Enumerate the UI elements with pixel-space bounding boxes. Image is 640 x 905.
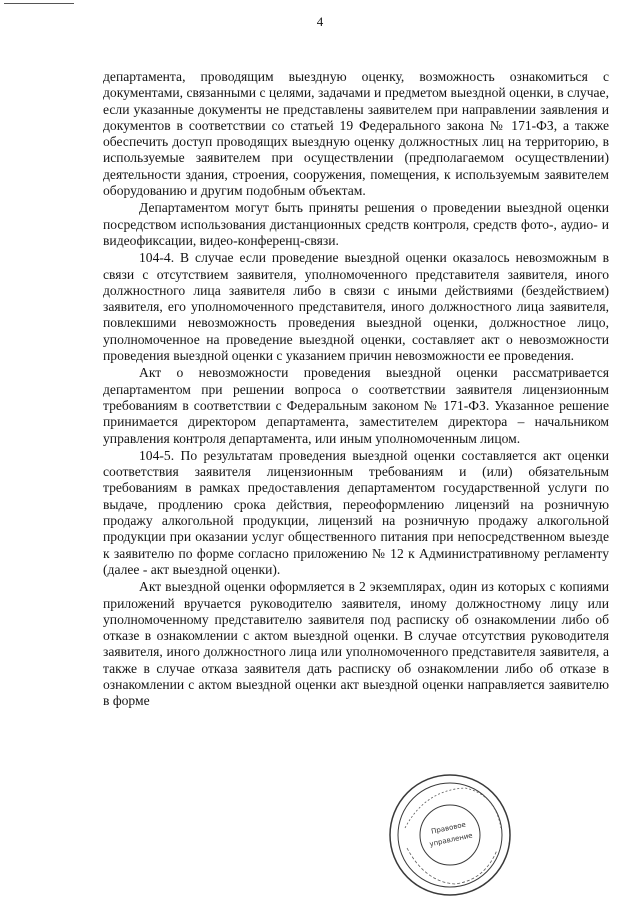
page-number: 4 [316, 14, 324, 29]
paragraph-104-5: 104-5. По результатам проведения выездной оценки составляется акт оценки соответствия заявителя лицензионным требованиям и (или) обязательным требованиям в рамках предоставления департаментом государственной услуги по выдаче, продлению срока действия, переоформлению лицензий на розничную продажу алкогольной продукции, лицензий на розничную продажу алкогольной продукции при оказании услуг общественного питания при непосредственном выезде к заявителю по форме согласно приложению № 12 к Административному регламенту (далее - акт выездной оценки). [103, 447, 609, 577]
paragraph-continuation: департамента, проводящим выездную оценку, возможность ознакомиться с документами, связанными с целями, задачами и предметом выездной оценки, в случае, если указанные документы не представлены заявителем при направлении заявления и документов в соответствии со статьей 19 Федерального закона № 171-ФЗ, а также обеспечить доступ проводящих выездную оценку должностных лиц на территорию, в используемые заявителем при осуществлении (предполагаемом осуществлении) деятельности здания, строения, сооружения, помещения, к используемым заявителем оборудованию и другим подобным объектам. [103, 69, 609, 199]
paragraph-act-impossibility: Акт о невозможности проведения выездной оценки рассматривается департаментом при решении вопроса о соответствии заявителя лицензионным требованиям в соответствии с Федеральным законом № 171-ФЗ. Указанное решение принимается директором департамента, заместителем директора – начальником управления контроля департамента, или иным уполномоченным лицом. [103, 365, 609, 446]
paragraph-act-copies: Акт выездной оценки оформляется в 2 экземплярах, один из которых с копиями приложений вручается руководителю заявителя, иному должностному лицу или уполномоченному представителю заявителя под расписку об ознакомлении либо об отказе в ознакомлении с актом выездной оценки. В случае отсутствия руководителя заявителя, иного должностного лица или уполномоченного представителя заявителя, а также в случае отказа заявителя дать расписку об ознакомлении либо об отказе в ознакомлении с актом выездной оценки акт выездной оценки направляется заявителю в форме [103, 579, 609, 709]
scan-artifact-line [4, 3, 74, 4]
paragraph-remote-control: Департаментом могут быть приняты решения о проведении выездной оценки посредством использования дистанционных средств контроля, средств фото-, аудио- и видеофиксации, видео-конференц-связи. [103, 200, 609, 248]
document-body [103, 69, 609, 711]
paragraph-104-4: 104-4. В случае если проведение выездной оценки оказалось невозможным в связи с отсутствием заявителя, уполномоченного представителя заявителя, иного должностного лица заявителя либо в связи с иными действиями (бездействием) заявителя, его уполномоченного представителя, иного должностного лица заявителя, повлекшими невозможность проведения выездной оценки, должностное лицо, уполномоченное на проведение выездной оценки, составляет акт о невозможности проведения выездной оценки с указанием причин невозможности ее проведения. [103, 250, 609, 364]
svg-text:Правовое: Правовое [430, 820, 467, 836]
svg-text:управление: управление [428, 831, 474, 849]
official-seal-stamp [385, 770, 515, 900]
